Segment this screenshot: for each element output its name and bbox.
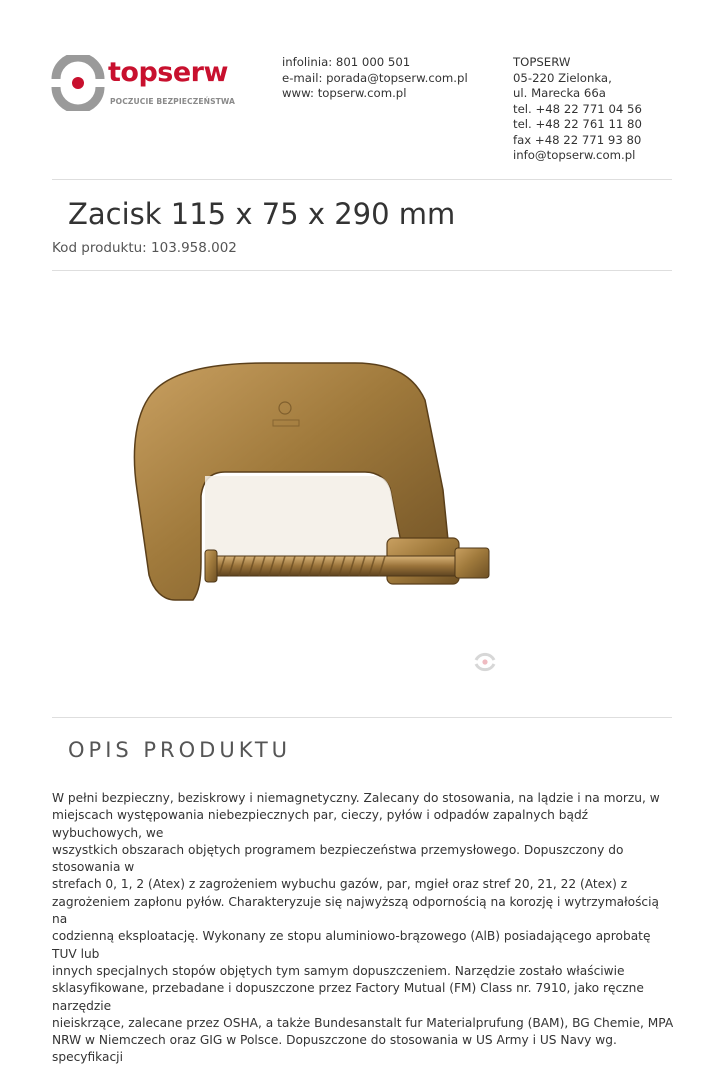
- product-image: [105, 300, 525, 680]
- divider: [52, 270, 672, 271]
- description-line: innych specjalnych stopów objętych tym samym dopuszczeniem. Narzędzie zostało właściwie: [52, 963, 625, 978]
- section-heading: OPIS PRODUKTU: [68, 738, 292, 762]
- email-text[interactable]: e-mail: porada@topserw.com.pl: [282, 70, 468, 85]
- description-line: codzienną eksploatację. Wykonany ze stopu aluminiowo-brązowego (AlB) posiadającego aprobatę TUV lub: [52, 929, 651, 961]
- logo-wordmark: topserw: [108, 57, 228, 88]
- phone-2: tel. +48 22 761 11 80: [513, 117, 642, 131]
- phone-1: tel. +48 22 771 04 56: [513, 101, 642, 116]
- description-line: nieiskrzące, zalecane przez OSHA, a także Bundesanstalt fur Materialprufung (BAM), BG Chemie, MPA: [52, 1015, 674, 1030]
- product-description: [52, 790, 674, 1067]
- divider: [52, 179, 672, 180]
- divider: [52, 717, 672, 718]
- logo-mark-icon: [50, 55, 106, 111]
- hotline-text: infolinia: 801 000 501: [282, 55, 411, 69]
- product-code: Kod produktu: 103.958.002: [52, 240, 237, 256]
- description-line: sklasyfikowane, przebadane i dopuszczone przez Factory Mutual (FM) Class nr. 7910, jako ręczne narzędzie: [52, 981, 644, 1013]
- address-street: ul. Marecka 66a: [513, 86, 606, 100]
- watermark-logo-icon: [476, 654, 494, 669]
- description-line: NRW w Niemczech oraz GIG w Polsce. Dopuszczone do stosowania w US Army i US Navy wg. specyfikacji: [52, 1033, 617, 1065]
- description-line: W pełni bezpieczny, beziskrowy i niemagnetyczny. Zalecany do stosowania, na lądzie i na morzu, w: [52, 791, 660, 805]
- description-line: zagrożeniem zapłonu pyłów. Charakteryzuje się najwyższą odpornością na korozję i wytrzymałością na: [52, 894, 659, 927]
- address-postal: 05-220 Zielonka,: [513, 70, 612, 85]
- logo-tagline: POCZUCIE BEZPIECZEŃSTWA: [110, 97, 236, 106]
- c-clamp-image: [105, 300, 525, 680]
- company-name: TOPSERW: [513, 55, 571, 69]
- fax: fax +48 22 771 93 80: [513, 132, 642, 147]
- description-line: miejscach występowania niebezpiecznych par, cieczy, pyłów i odpadów zapalnych bądź wybuchowych, we: [52, 808, 589, 840]
- address-block: [513, 55, 642, 164]
- page-title: Zacisk 115 x 75 x 290 mm: [68, 197, 456, 231]
- company-logo: [50, 53, 240, 113]
- website-text[interactable]: www: topserw.com.pl: [282, 86, 407, 100]
- description-line: strefach 0, 1, 2 (Atex) z zagrożeniem wybuchu gazów, par, mgieł oraz stref 20, 21, 22 (Atex) z: [52, 877, 628, 892]
- contact-block: [282, 55, 468, 102]
- description-line: wszystkich obszarach objętych programem bezpieczeństwa przemysłowego. Dopuszczony do stosowania w: [52, 842, 624, 875]
- info-email[interactable]: info@topserw.com.pl: [513, 148, 636, 162]
